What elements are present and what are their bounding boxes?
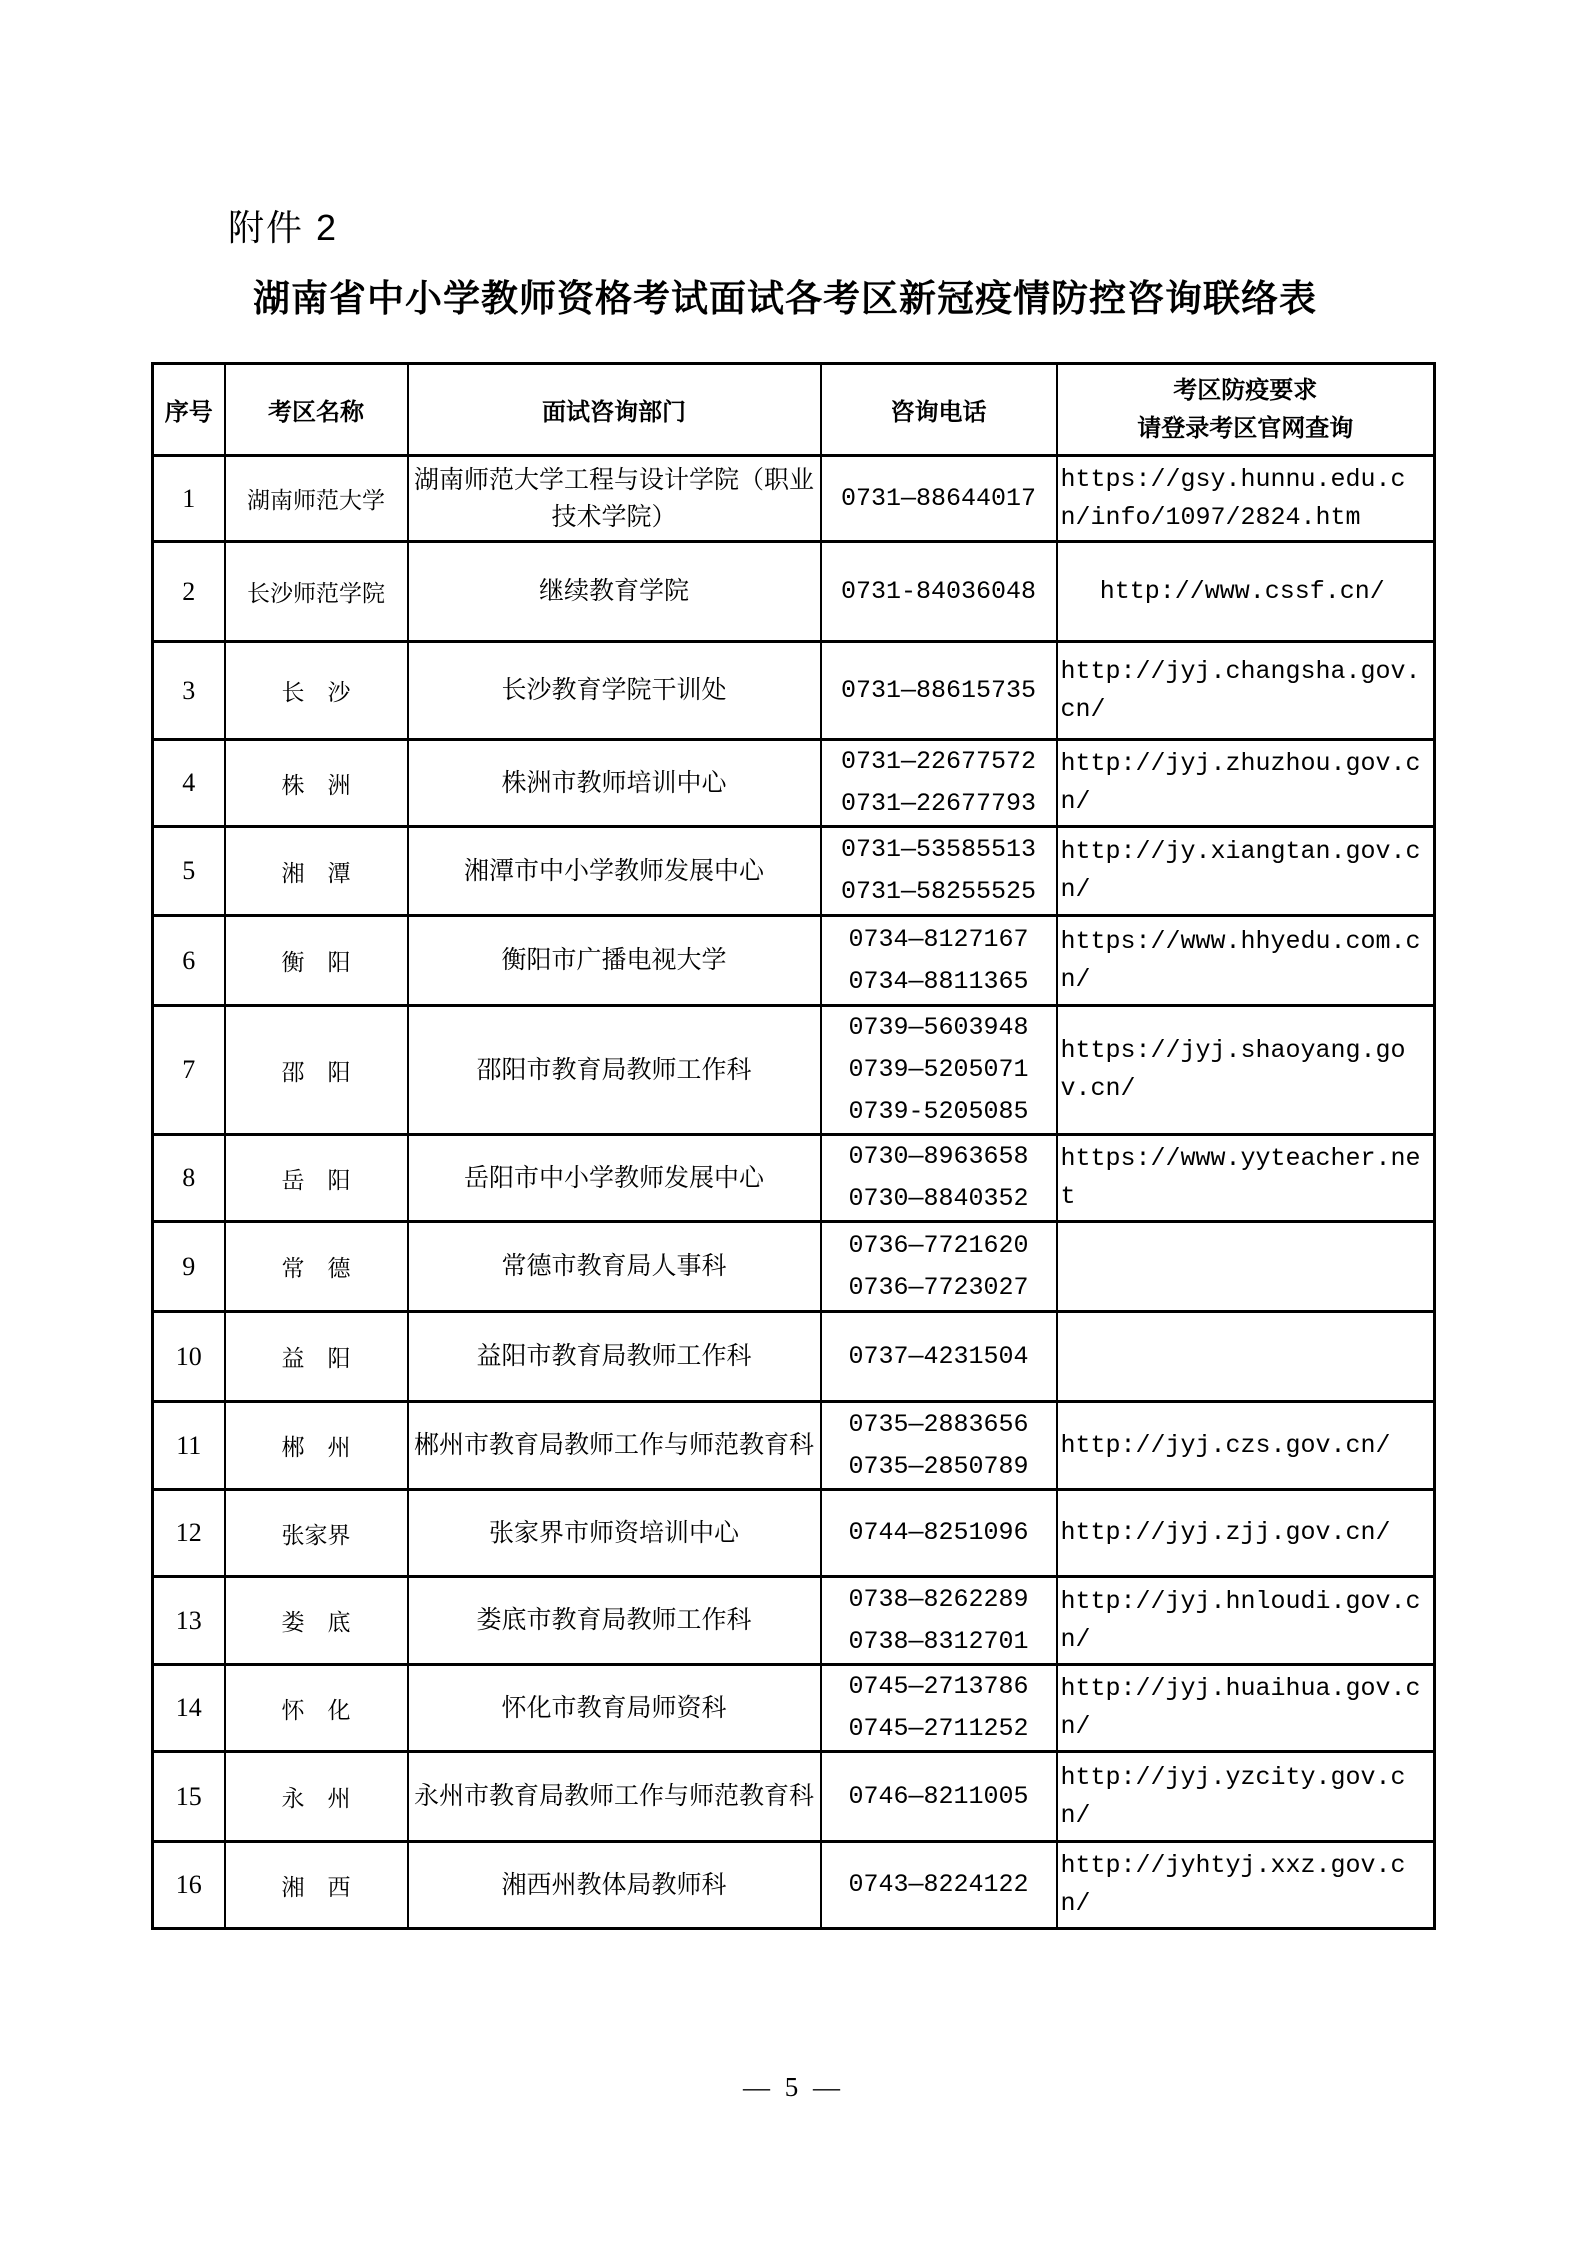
cell-requirement-url: https://jyj.shaoyang.gov.cn/	[1057, 1006, 1435, 1135]
cell-area-name: 长沙师范学院	[225, 542, 408, 642]
table-row	[153, 1402, 1435, 1490]
cell-index: 14	[153, 1665, 225, 1752]
cell-area-name: 常 德	[225, 1222, 408, 1312]
cell-department: 长沙教育学院干训处	[408, 642, 821, 740]
cell-department: 娄底市教育局教师工作科	[408, 1577, 821, 1665]
cell-department: 常德市教育局人事科	[408, 1222, 821, 1312]
phone-number: 0731—22677793	[840, 789, 1037, 818]
phone-number: 0734—8811365	[848, 966, 1029, 996]
header-requirement	[1057, 364, 1435, 456]
table-row	[153, 827, 1435, 916]
cell-phone	[821, 1577, 1057, 1665]
cell-phone	[821, 456, 1057, 542]
cell-index: 7	[153, 1006, 225, 1135]
cell-phone	[821, 1752, 1057, 1842]
phone-number: 0738—8312701	[848, 1626, 1029, 1656]
contact-table	[151, 362, 1436, 1930]
table-row	[153, 916, 1435, 1006]
cell-requirement-url: http://jyj.zhuzhou.gov.cn/	[1057, 740, 1435, 827]
phone-number: 0739-5205085	[848, 1097, 1029, 1126]
table-row	[153, 1312, 1435, 1402]
cell-department: 湘西州教体局教师科	[408, 1842, 821, 1929]
cell-department: 永州市教育局教师工作与师范教育科	[408, 1752, 821, 1842]
cell-requirement-url: https://www.hhyedu.com.cn/	[1057, 916, 1435, 1006]
cell-index: 4	[153, 740, 225, 827]
cell-requirement-url: http://jyj.changsha.gov.cn/	[1057, 642, 1435, 740]
cell-department: 益阳市教育局教师工作科	[408, 1312, 821, 1402]
cell-index: 3	[153, 642, 225, 740]
cell-phone	[821, 827, 1057, 916]
cell-index: 9	[153, 1222, 225, 1312]
cell-phone	[821, 1490, 1057, 1577]
cell-phone	[821, 740, 1057, 827]
header-requirement-line2: 请登录考区官网查询	[1137, 415, 1354, 442]
header-area-name: 考区名称	[225, 364, 408, 456]
phone-number: 0735—2883656	[848, 1409, 1029, 1439]
header-requirement-line1: 考区防疫要求	[1173, 377, 1318, 404]
cell-index: 8	[153, 1135, 225, 1222]
cell-phone	[821, 1402, 1057, 1490]
cell-requirement-url: http://jyhtyj.xxz.gov.cn/	[1057, 1842, 1435, 1929]
phone-number: 0739—5603948	[848, 1013, 1029, 1042]
cell-phone	[821, 1842, 1057, 1929]
cell-requirement-url: https://www.yyteacher.net	[1057, 1135, 1435, 1222]
cell-index: 1	[153, 456, 225, 542]
cell-area-name: 怀 化	[225, 1665, 408, 1752]
phone-number: 0734—8127167	[848, 924, 1029, 954]
cell-area-name: 岳 阳	[225, 1135, 408, 1222]
cell-index: 16	[153, 1842, 225, 1929]
cell-department: 怀化市教育局师资科	[408, 1665, 821, 1752]
table-row	[153, 1135, 1435, 1222]
cell-department: 张家界市师资培训中心	[408, 1490, 821, 1577]
cell-requirement-url: http://jyj.zjj.gov.cn/	[1057, 1490, 1435, 1577]
cell-phone	[821, 642, 1057, 740]
cell-requirement-url: http://jyj.yzcity.gov.cn/	[1057, 1752, 1435, 1842]
phone-number: 0736—7723027	[848, 1272, 1029, 1302]
cell-area-name: 娄 底	[225, 1577, 408, 1665]
cell-index: 6	[153, 916, 225, 1006]
cell-requirement-url	[1057, 1222, 1435, 1312]
phone-number: 0730—8840352	[848, 1184, 1029, 1213]
cell-area-name: 益 阳	[225, 1312, 408, 1402]
cell-index: 15	[153, 1752, 225, 1842]
table-row	[153, 1577, 1435, 1665]
cell-phone	[821, 1006, 1057, 1135]
cell-index: 10	[153, 1312, 225, 1402]
cell-index: 5	[153, 827, 225, 916]
phone-number: 0731-84036048	[840, 576, 1037, 606]
phone-number: 0731—22677572	[840, 747, 1037, 776]
cell-department: 衡阳市广播电视大学	[408, 916, 821, 1006]
table-row	[153, 456, 1435, 542]
cell-requirement-url: http://jyj.hnloudi.gov.cn/	[1057, 1577, 1435, 1665]
cell-requirement-url: http://www.cssf.cn/	[1057, 542, 1435, 642]
cell-phone	[821, 1665, 1057, 1752]
header-phone: 咨询电话	[821, 364, 1057, 456]
phone-number: 0745—2713786	[848, 1672, 1029, 1701]
cell-requirement-url	[1057, 1312, 1435, 1402]
phone-number: 0738—8262289	[848, 1584, 1029, 1614]
phone-number: 0731—88615735	[840, 675, 1037, 705]
phone-number: 0731—88644017	[840, 483, 1037, 513]
cell-index: 13	[153, 1577, 225, 1665]
phone-number: 0743—8224122	[848, 1870, 1029, 1899]
cell-area-name: 邵 阳	[225, 1006, 408, 1135]
cell-department: 继续教育学院	[408, 542, 821, 642]
cell-phone	[821, 1135, 1057, 1222]
phone-number: 0735—2850789	[848, 1451, 1029, 1481]
header-department: 面试咨询部门	[408, 364, 821, 456]
cell-area-name: 张家界	[225, 1490, 408, 1577]
cell-phone	[821, 1222, 1057, 1312]
cell-department: 株洲市教师培训中心	[408, 740, 821, 827]
cell-index: 12	[153, 1490, 225, 1577]
phone-number: 0739—5205071	[848, 1055, 1029, 1084]
cell-area-name: 湖南师范大学	[225, 456, 408, 542]
cell-index: 2	[153, 542, 225, 642]
table-row	[153, 1222, 1435, 1312]
cell-requirement-url: http://jyj.huaihua.gov.cn/	[1057, 1665, 1435, 1752]
cell-phone	[821, 916, 1057, 1006]
cell-area-name: 郴 州	[225, 1402, 408, 1490]
cell-requirement-url: https://gsy.hunnu.edu.cn/info/1097/2824.htm	[1057, 456, 1435, 542]
cell-department: 湘潭市中小学教师发展中心	[408, 827, 821, 916]
header-index: 序号	[153, 364, 225, 456]
cell-department: 郴州市教育局教师工作与师范教育科	[408, 1402, 821, 1490]
cell-department: 湖南师范大学工程与设计学院（职业技术学院）	[408, 456, 821, 542]
cell-area-name: 湘 西	[225, 1842, 408, 1929]
cell-area-name: 衡 阳	[225, 916, 408, 1006]
phone-number: 0730—8963658	[848, 1142, 1029, 1171]
cell-area-name: 长 沙	[225, 642, 408, 740]
cell-index: 11	[153, 1402, 225, 1490]
table-row	[153, 740, 1435, 827]
table-row	[153, 1490, 1435, 1577]
phone-number: 0731—53585513	[840, 835, 1037, 864]
table-row	[153, 1842, 1435, 1929]
phone-number: 0736—7721620	[848, 1230, 1029, 1260]
cell-department: 岳阳市中小学教师发展中心	[408, 1135, 821, 1222]
table-row	[153, 642, 1435, 740]
cell-area-name: 永 州	[225, 1752, 408, 1842]
phone-number: 0744—8251096	[848, 1518, 1029, 1547]
cell-phone	[821, 542, 1057, 642]
attachment-label: 附件 2	[228, 207, 339, 248]
table-header-row	[153, 364, 1435, 456]
table-row	[153, 1665, 1435, 1752]
table-row	[153, 1752, 1435, 1842]
page-title: 湖南省中小学教师资格考试面试各考区新冠疫情防控咨询联络表	[253, 279, 1317, 320]
phone-number: 0745—2711252	[848, 1714, 1029, 1743]
phone-number: 0746—8211005	[848, 1781, 1029, 1811]
table-row	[153, 1006, 1435, 1135]
cell-requirement-url: http://jyj.czs.gov.cn/	[1057, 1402, 1435, 1490]
phone-number: 0737—4231504	[848, 1341, 1029, 1371]
cell-area-name: 株 洲	[225, 740, 408, 827]
phone-number: 0731—58255525	[840, 877, 1037, 906]
page-number: — 5 —	[743, 2072, 844, 2102]
cell-phone	[821, 1312, 1057, 1402]
cell-requirement-url: http://jy.xiangtan.gov.cn/	[1057, 827, 1435, 916]
table-row	[153, 542, 1435, 642]
cell-department: 邵阳市教育局教师工作科	[408, 1006, 821, 1135]
cell-area-name: 湘 潭	[225, 827, 408, 916]
